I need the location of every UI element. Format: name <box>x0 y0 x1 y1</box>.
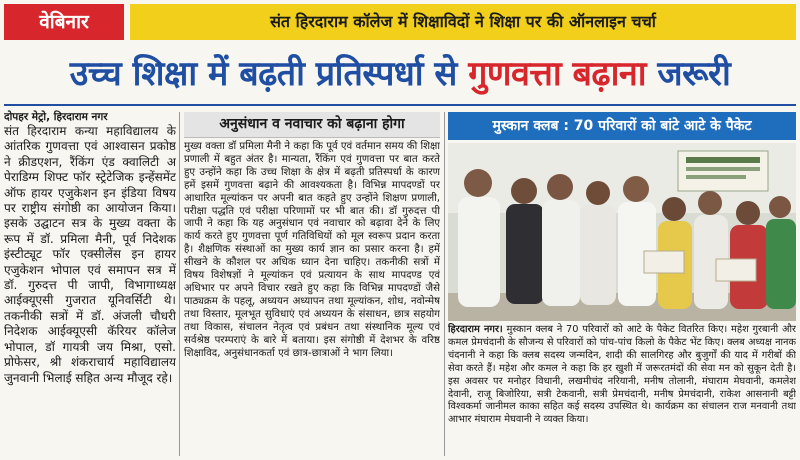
top-banner <box>0 0 800 44</box>
section-tag: वेबिनार <box>4 4 124 40</box>
column-divider <box>179 112 180 456</box>
right-article-text: मुस्कान क्लब ने 70 परिवारों को आटे के पैकेट वितरित किए। महेश गुरबानी और कमल प्रेमचंदानी के सौजन्य से परिवारों को पांच-पांच किलो के पैकेट भेंट किए। क्लब अध्यक्ष नानक चंदनानी ने कहा कि क्लब सदस्य जन्मदिन, शादी की सालगिरह और बुजुर्गों की याद में गरीबों की सेवा करते हैं। महेश और कमल ने कहा कि हर खुशी में जरूरतमंदों की सेवा मन को सुकून देती है। इस अवसर पर मनोहर विधानी, लखमीचंद नरियानी, मनीष तोलानी, मंघाराम मेघवानी, कमलेश देवानी, राजू बिजोरिया, सत्री टेकवानी, सत्री प्रेमचंदानी, मनीष प्रेमचंदानी, राकेश आसनानी बट्टी विश्वकर्मा जानीमल काका सहित कई सदस्य उपस्थित थे। कार्यक्रम का संचालन राज मनवानी तथा आभार मंघाराम मेघवानी ने व्यक्त किया। <box>448 324 796 426</box>
event-photo-illustration <box>448 143 796 321</box>
event-photo <box>448 143 796 321</box>
right-article-body <box>448 321 796 427</box>
main-headline <box>4 46 796 102</box>
headline-part-2: गुणवत्ता बढ़ाना <box>468 54 647 94</box>
right-article <box>448 112 796 458</box>
left-article <box>4 110 176 458</box>
banner-tagline: संत हिरदाराम कॉलेज में शिक्षाविदों ने शिक्षा पर की ऑनलाइन चर्चा <box>130 4 796 40</box>
column-divider <box>444 112 445 456</box>
middle-article <box>184 112 440 458</box>
article-dateline: दोपहर मेट्रो, हिरदाराम नगर <box>4 111 108 123</box>
left-article-body: संत हिरदाराम कन्या महाविद्यालय के आंतरिक गुणवत्ता एवं आश्वासन प्रकोष्ठ ने क्रीडएशन, रैंकिंग एंड क्वालिटी अ पेराडिग्म शिफ्ट फॉर स्ट्रेटेजिक इन्हेंसमेंट ऑफ हायर एजुकेशन इन इंडिया विषय पर राष्ट्रीय संगोष्ठी का आयोजन किया। इसके उद्घाटन सत्र के मुख्य वक्ता के रूप में डॉ. प्रमिला मैनी, पूर्व निदेशक इंस्टीट्यूट फॉर एक्सीलेंस इन हायर एजुकेशन भोपाल एवं समापन सत्र में डॉ. गुरुदत्त पी जापी, विभागाध्यक्ष आईक्यूएसी गुजरात यूनिवर्सिटी थे। तकनीकी सत्रों में डॉ. अंजली चौधरी निदेशक आईक्यूएसी कॅरियर कॉलेज भोपाल, डॉ गायत्री जय मिश्रा, एसो. प्रोफेसर, श्री शंकराचार्य महाविद्यालय जुनवानी भिलाई सहित अन्य मौजूद रहे। <box>4 124 176 385</box>
middle-article-body: मुख्य वक्ता डॉ प्रमिला मैनी ने कहा कि पूर्व एवं वर्तमान समय की शिक्षा प्रणाली में बहुत अंतर है। मान्यता, रैंकिंग एवं गुणवत्ता पर बात करते हुए उन्होंने कहा कि उच्च शिक्षा के क्षेत्र में बढ़ती प्रतिस्पर्धा के कारण हमें इसमें गुणवत्ता बढ़ाने की आवश्यकता है। विभिन्न मापदण्डों पर आधारित मूल्यांकन पर अपनी बात कहते हुए उन्होंने शिक्षण प्रणाली, परीक्षा पद्धति एवं परीक्षा परिणामों पर भी बात की। डॉ गुरुदत्त पी जापी ने कहा कि यह अनुसंधान एवं नवाचार को बढ़ावा देने के लिए कार्य करते हुए गुणवत्ता पूर्ण गतिविधियों को मूल स्वरूप प्रदान करता है। शैक्षणिक संस्थाओं का मुख्य कार्य ज्ञान का प्रसार करना है। हमें सीखने के कौशल पर अधिक ध्यान देना चाहिए। तकनीकी सत्रों में विषय विशेषज्ञों ने मूल्यांकन एवं प्रत्यायन के साथ मापदण्ड एवं अधिभार पर अपने विचार रखते हुए कहा कि विभिन्न मापदण्डों जैसे पाठ्यक्रम के पहलू, अध्ययन अध्यापन तथा मूल्यांकन, शोध, नवोन्मेष तथा विस्तार, मूलभूत सुविधाएं एवं अध्ययन के संसाधन, छात्र सहयोग तथा विकास, संचालन नेतृत्व एवं प्रबंधन तथा संस्थानिक मूल्य एवं सर्वश्रेष्ठ परम्पराएं के बारे में बताया। इस संगोष्ठी में देशभर के वरिष्ठ शिक्षाविद, अनुसंधानकर्ता एवं छात्र-छात्राओं ने भाग लिया। <box>184 141 440 359</box>
headline-part-3: जरूरी <box>646 54 731 94</box>
middle-article-heading: अनुसंधान व नवाचार को बढ़ाना होगा <box>184 112 440 138</box>
headline-rule <box>4 104 796 106</box>
headline-part-1: उच्च शिक्षा में बढ़ती प्रतिस्पर्धा से <box>69 54 469 94</box>
right-article-heading: मुस्कान क्लब : 70 परिवारों को बांटे आटे के पैकेट <box>448 112 796 140</box>
right-article-place: हिरदाराम नगर। <box>448 324 503 335</box>
